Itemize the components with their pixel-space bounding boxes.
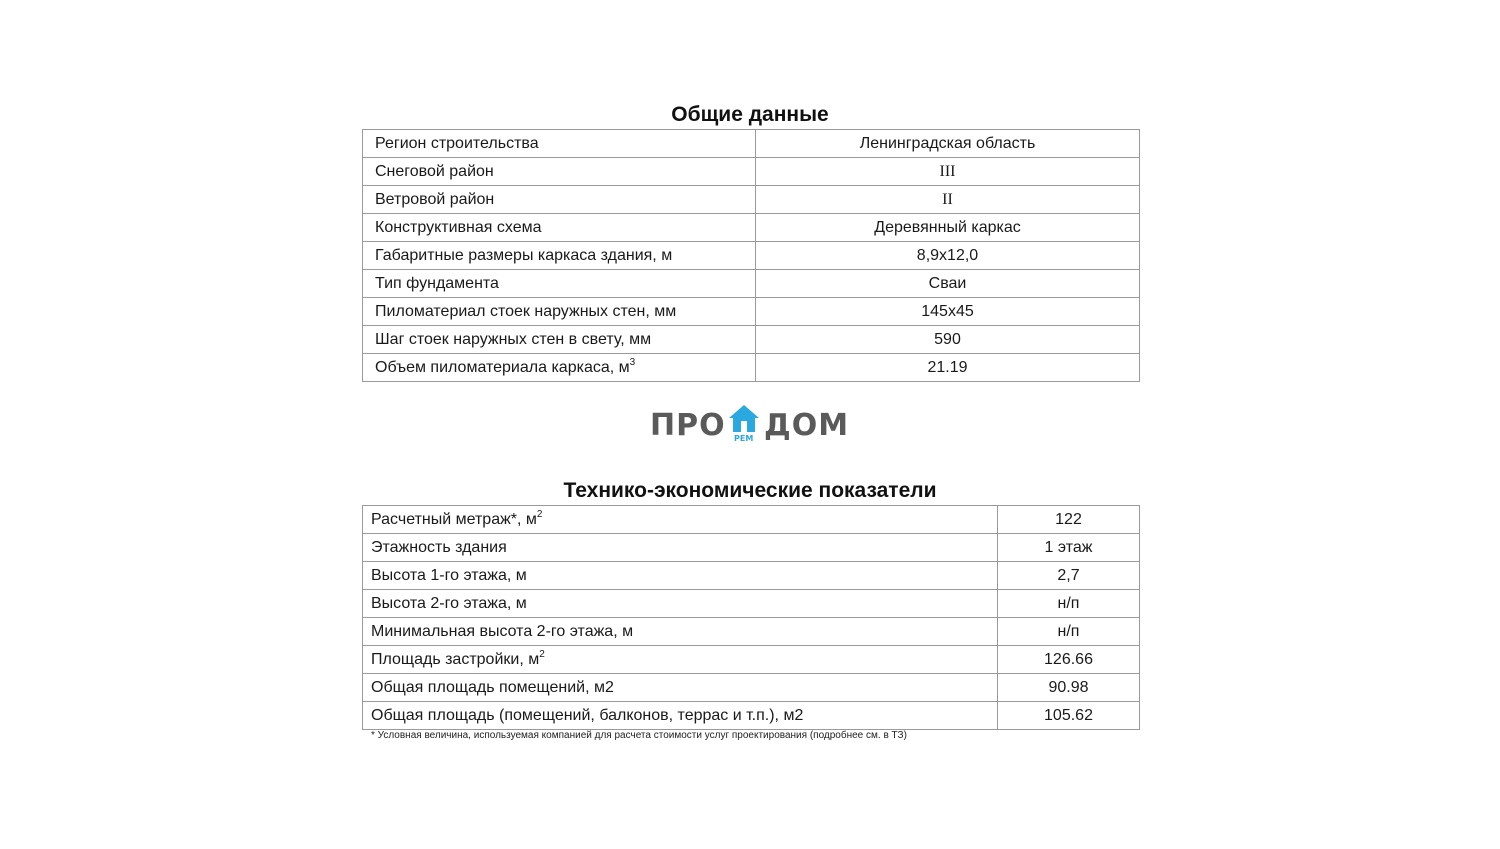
row-value: 126.66 [998, 646, 1140, 674]
general-data-title: Общие данные [671, 103, 829, 126]
row-label: Пиломатериал стоек наружных стен, мм [363, 298, 756, 326]
row-label-text: Площадь застройки, м [371, 651, 540, 668]
row-label: Регион строительства [363, 130, 756, 158]
row-label-text: Объем пиломатериала каркаса, м [375, 359, 630, 376]
row-value: н/п [998, 590, 1140, 618]
table-row [363, 534, 1140, 562]
logo-text-left: ПРО [650, 408, 726, 443]
row-value: 105.62 [998, 702, 1140, 730]
row-label: Шаг стоек наружных стен в свету, мм [363, 326, 756, 354]
table-row [363, 506, 1140, 534]
table-row [363, 242, 1140, 270]
row-label: Габаритные размеры каркаса здания, м [363, 242, 756, 270]
row-label: Общая площадь помещений, м2 [363, 674, 998, 702]
row-value: 590 [756, 326, 1140, 354]
row-label: Высота 2-го этажа, м [363, 590, 998, 618]
table-row [363, 298, 1140, 326]
table-row [363, 590, 1140, 618]
teo-table [362, 505, 1140, 730]
logo-text-right: ДОМ [764, 408, 850, 443]
prodom-logo [650, 404, 850, 444]
table-row [363, 646, 1140, 674]
table-row [363, 326, 1140, 354]
teo-title: Технико-экономические показатели [563, 479, 937, 502]
table-row [363, 186, 1140, 214]
row-value: 21.19 [756, 354, 1140, 382]
row-label [363, 354, 756, 382]
table-row [363, 354, 1140, 382]
row-value: III [756, 158, 1140, 186]
table-row [363, 270, 1140, 298]
table-row [363, 618, 1140, 646]
row-value: Деревянный каркас [756, 214, 1140, 242]
row-label [363, 506, 998, 534]
unit-superscript: 2 [539, 648, 545, 660]
house-icon [728, 404, 760, 434]
table-row [363, 562, 1140, 590]
logo-subtext: РЕМ [734, 434, 754, 443]
row-label: Тип фундамента [363, 270, 756, 298]
table-row [363, 674, 1140, 702]
row-value: Ленинградская область [756, 130, 1140, 158]
row-value: 1 этаж [998, 534, 1140, 562]
row-value: 8,9х12,0 [756, 242, 1140, 270]
row-label: Ветровой район [363, 186, 756, 214]
row-label-text: Расчетный метраж*, м [371, 511, 537, 528]
row-value: Сваи [756, 270, 1140, 298]
row-value: н/п [998, 618, 1140, 646]
table-row [363, 702, 1140, 730]
row-label: Высота 1-го этажа, м [363, 562, 998, 590]
row-value: 2,7 [998, 562, 1140, 590]
row-value: 90.98 [998, 674, 1140, 702]
footnote: * Условная величина, используемая компанией для расчета стоимости услуг проектирования (подробнее см. в ТЗ) [371, 730, 907, 741]
table-row [363, 130, 1140, 158]
table-row [363, 214, 1140, 242]
general-data-table [362, 129, 1140, 382]
unit-superscript: 2 [536, 508, 543, 520]
unit-superscript: 3 [629, 356, 636, 368]
row-label: Общая площадь (помещений, балконов, террас и т.п.), м2 [363, 702, 998, 730]
row-label: Снеговой район [363, 158, 756, 186]
table-row [363, 158, 1140, 186]
row-label [363, 646, 998, 674]
row-value: 122 [998, 506, 1140, 534]
row-label: Конструктивная схема [363, 214, 756, 242]
row-value: 145х45 [756, 298, 1140, 326]
row-label: Этажность здания [363, 534, 998, 562]
row-value: II [756, 186, 1140, 214]
row-label: Минимальная высота 2-го этажа, м [363, 618, 998, 646]
